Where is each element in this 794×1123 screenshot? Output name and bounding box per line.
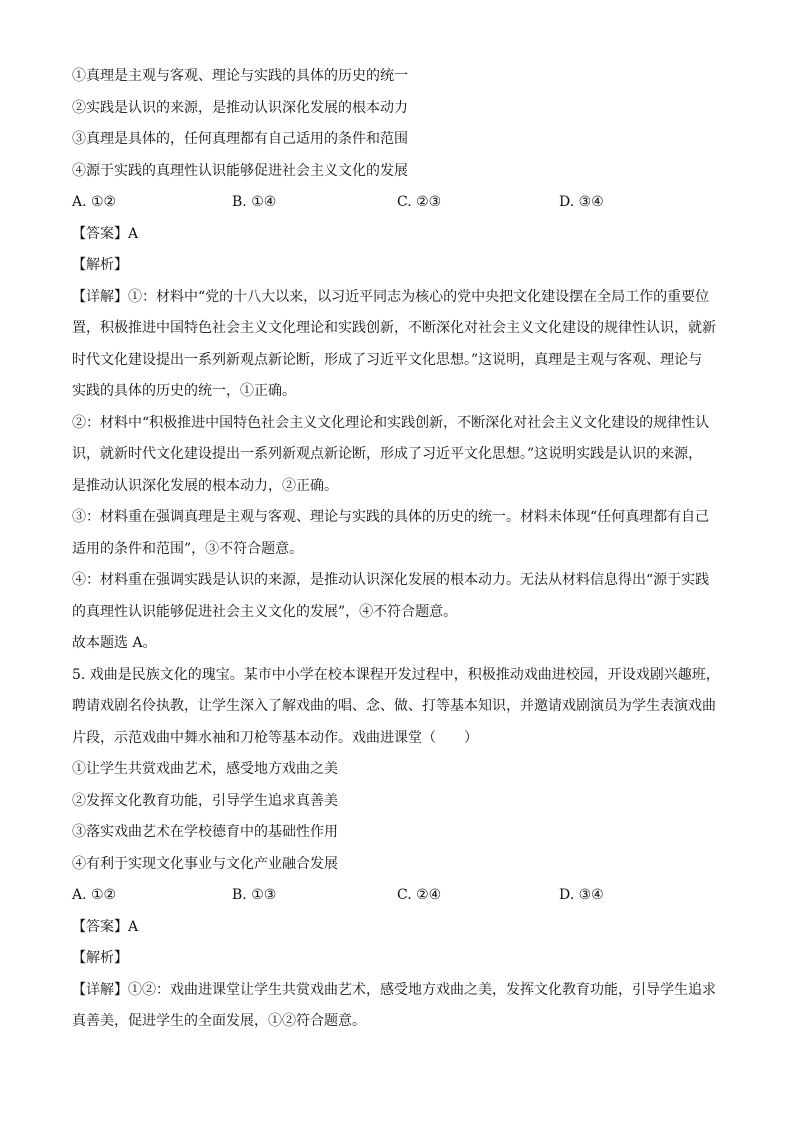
q4-option-d: D. ③④ <box>559 194 604 210</box>
q4-detail-line: 的真理性认识能够促进社会主义文化的发展”，④不符合题意。 <box>72 604 458 620</box>
q5-stem-line: 5. 戏曲是民族文化的瑰宝。某市中小学在校本课程开发过程中，积极推动戏曲进校园，开设戏剧兴趣班， <box>72 667 720 683</box>
q5-statement-3: ③落实戏曲艺术在学校德育中的基础性作用 <box>72 824 338 840</box>
q5-statement-4: ④有利于实现文化事业与文化产业融合发展 <box>72 856 338 872</box>
q4-detail-line: 识，就新时代文化建设提出一系列新观点新论断，形成了习近平文化思想。”这说明实践是认识的来源， <box>72 446 703 462</box>
q4-detail-line: 是推动认识深化发展的根本动力，②正确。 <box>72 478 338 494</box>
q4-options <box>72 192 722 212</box>
q4-detail-line: 适用的条件和范围”，③不符合题意。 <box>72 541 304 557</box>
q4-conclusion: 故本题选 A。 <box>72 635 157 651</box>
q5-answer: 【答案】A <box>72 919 139 935</box>
q5-option-b: B. ①③ <box>232 887 277 903</box>
q4-detail-line: 置，积极推进中国特色社会主义文化理论和实践创新，不断深化对社会主义文化建设的规律性认识，就新 <box>72 320 716 336</box>
q5-stem-line: 聘请戏剧名伶执教，让学生深入了解戏曲的唱、念、做、打等基本知识，并邀请戏剧演员为学生表演戏曲 <box>72 698 716 714</box>
q5-option-c: C. ②④ <box>397 887 442 903</box>
q4-option-a: A. ①② <box>72 194 117 210</box>
q4-detail-line: ④：材料重在强调实践是认识的来源，是推动认识深化发展的根本动力。无法从材料信息得出“源于实践 <box>72 572 710 588</box>
q4-detail-line: ②：材料中“积极推进中国特色社会主义文化理论和实践创新，不断深化对社会主义文化建设的规律性认 <box>72 415 710 431</box>
q4-detail-line: 时代文化建设提出一系列新观点新论断，形成了习近平文化思想。”这说明，真理是主观与客观、理论与 <box>72 352 703 368</box>
q4-option-b: B. ①④ <box>232 194 277 210</box>
q5-statement-1: ①让学生共赏戏曲艺术，感受地方戏曲之美 <box>72 761 338 777</box>
q4-statement-4: ④源于实践的真理性认识能够促进社会主义文化的发展 <box>72 163 408 179</box>
q4-detail-line: 实践的具体的历史的统一，①正确。 <box>72 383 296 399</box>
q4-detail-line: 【详解】①：材料中“党的十八大以来，以习近平同志为核心的党中央把文化建设摆在全局工作的重要位 <box>72 289 710 305</box>
q5-option-a: A. ①② <box>72 887 117 903</box>
q5-detail-line: 【详解】①②：戏曲进课堂让学生共赏戏曲艺术，感受地方戏曲之美，发挥文化教育功能，引导学生追求 <box>72 982 716 998</box>
q5-option-d: D. ③④ <box>559 887 604 903</box>
q5-analysis-label: 【解析】 <box>72 950 128 966</box>
q4-statement-2: ②实践是认识的来源，是推动认识深化发展的根本动力 <box>72 100 408 116</box>
q5-stem-line: 片段，示范戏曲中舞水袖和刀枪等基本动作。戏曲进课堂（ ） <box>72 730 478 746</box>
q4-statement-3: ③真理是具体的，任何真理都有自己适用的条件和范围 <box>72 131 408 147</box>
q4-answer: 【答案】A <box>72 226 139 242</box>
q5-statement-2: ②发挥文化教育功能，引导学生追求真善美 <box>72 793 338 809</box>
q4-option-c: C. ②③ <box>397 194 442 210</box>
q5-detail-line: 真善美，促进学生的全面发展，①②符合题意。 <box>72 1013 366 1029</box>
q5-options <box>72 885 722 905</box>
q4-analysis-label: 【解析】 <box>72 257 128 273</box>
q4-detail-line: ③：材料重在强调真理是主观与客观、理论与实践的具体的历史的统一。材料未体现“任何真理都有自己 <box>72 509 710 525</box>
q4-statement-1: ①真理是主观与客观、理论与实践的具体的历史的统一 <box>72 68 408 84</box>
